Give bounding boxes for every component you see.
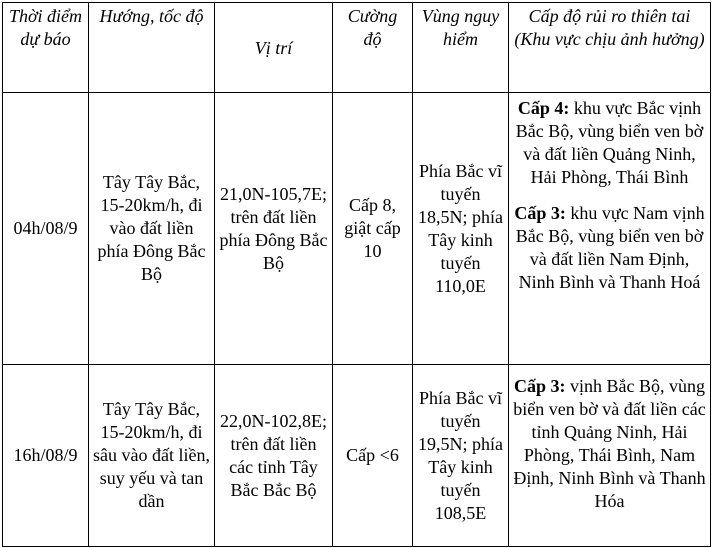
cell-risk [509, 365, 711, 547]
table-row [3, 93, 711, 365]
header-time: Thời điểm dự báo [3, 3, 89, 93]
cell-intensity: Cấp 8, giật cấp 10 [333, 93, 413, 365]
risk-area-text: khu vực Bắc vịnh Bắc Bộ, vùng biển ven bờ và đất liền Quảng Ninh, Hải Phòng, Thái Bình [515, 98, 704, 187]
forecast-table [2, 2, 711, 547]
risk-area-text: khu vực Nam vịnh Bắc Bộ, vùng biển ven bờ và đất liền Nam Định, Ninh Bình và Thanh Hoá [515, 203, 705, 292]
risk-entry [513, 97, 706, 189]
cell-time: 04h/08/9 [3, 93, 89, 365]
risk-area-text: vịnh Bắc Bộ, vùng biển ven bờ và đất liền các tỉnh Quảng Ninh, Hải Phòng, Thái Bình, Nam Định, Ninh Bình và Thanh Hóa [513, 376, 706, 511]
header-danger-zone: Vùng nguy hiểm [413, 3, 509, 93]
risk-level-label: Cấp 4: [517, 98, 570, 118]
risk-entry [513, 375, 706, 513]
cell-danger-zone: Phía Bắc vĩ tuyến 18,5N; phía Tây kinh tuyến 110,0E [413, 93, 509, 365]
risk-level-label: Cấp 3: [513, 376, 566, 396]
cell-direction: Tây Tây Bắc, 15-20km/h, đi vào đất liền phía Đông Bắc Bộ [89, 93, 215, 365]
cell-time: 16h/08/9 [3, 365, 89, 547]
header-intensity: Cường độ [333, 3, 413, 93]
cell-position: 21,0N-105,7E; trên đất liền phía Đông Bắc Bộ [215, 93, 333, 365]
cell-risk [509, 93, 711, 365]
header-risk-level: Cấp độ rủi ro thiên tai (Khu vực chịu ảnh hưởng) [509, 3, 711, 93]
risk-level-label: Cấp 3: [514, 203, 566, 223]
header-position: Vị trí [215, 3, 333, 93]
cell-position: 22,0N-102,8E; trên đất liền các tỉnh Tây Bắc Bắc Bộ [215, 365, 333, 547]
table-header-row [3, 3, 711, 93]
risk-entry [513, 202, 706, 294]
cell-intensity: Cấp <6 [333, 365, 413, 547]
table-row [3, 365, 711, 547]
header-direction: Hướng, tốc độ [89, 3, 215, 93]
cell-direction: Tây Tây Bắc, 15-20km/h, đi sâu vào đất liền, suy yếu và tan dần [89, 365, 215, 547]
cell-danger-zone: Phía Bắc vĩ tuyến 19,5N; phía Tây kinh tuyến 108,5E [413, 365, 509, 547]
